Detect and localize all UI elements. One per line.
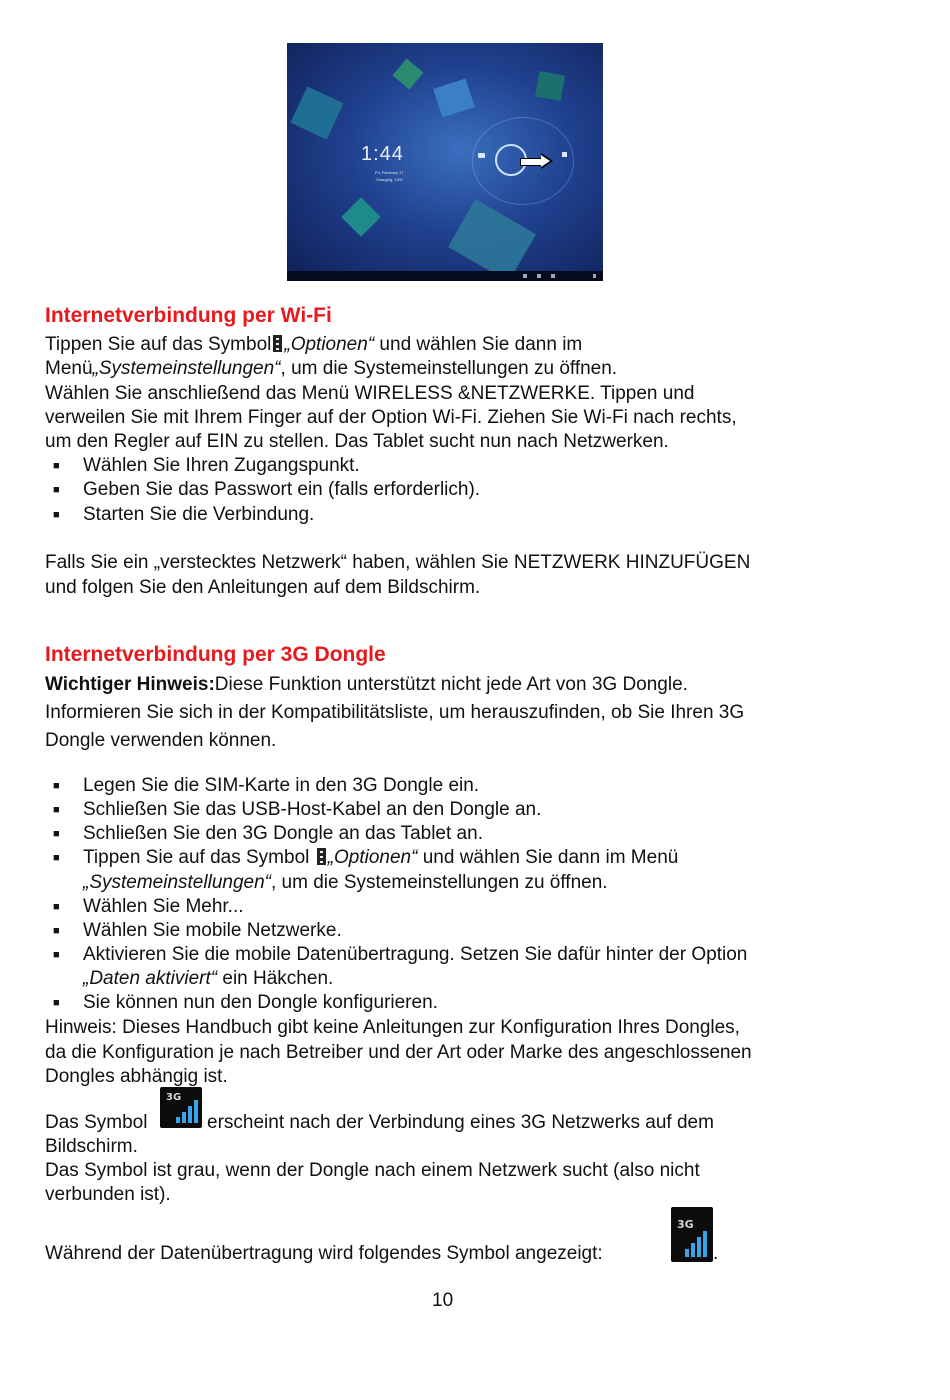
bullet-icon: ■ <box>53 780 60 792</box>
settings-label: „Systemeinstellungen“ <box>83 872 271 893</box>
data-enabled-label: „Daten aktiviert“ <box>83 968 218 989</box>
wifi-line-4: verweilen Sie mit Ihrem Finger auf der Option Wi-Fi. Ziehen Sie Wi-Fi nach rechts, <box>45 407 737 428</box>
camera-icon <box>478 153 485 158</box>
text-span: Menü <box>45 358 93 379</box>
wifi-line-2 <box>45 357 617 381</box>
battery-icon <box>593 274 596 278</box>
decor-shape <box>341 197 381 237</box>
lockscreen-screenshot <box>287 43 603 281</box>
dongle-note-3: Dongle verwenden können. <box>45 730 277 751</box>
text-span: und wählen Sie dann im <box>374 334 583 355</box>
bullet-icon: ■ <box>53 804 60 816</box>
icon-label: 3G <box>166 1092 182 1103</box>
text-span: Tippen Sie auf das Symbol <box>45 334 272 355</box>
decor-shape <box>448 199 536 281</box>
symbol-line-3: Das Symbol ist grau, wenn der Dongle nach einem Netzwerk sucht (also nicht <box>45 1160 700 1181</box>
text-span: und wählen Sie dann im Menü <box>417 847 679 868</box>
page-number: 10 <box>432 1290 454 1311</box>
wifi-hidden-2: und folgen Sie den Anleitungen auf dem Bildschirm. <box>45 577 481 598</box>
text-span: Tippen Sie auf das Symbol <box>83 847 315 868</box>
bullet-icon: ■ <box>53 852 60 864</box>
symbol-line-1b: erscheint nach der Verbindung eines 3G Netzwerks auf dem <box>207 1112 714 1133</box>
dongle-note-2: Informieren Sie sich in der Kompatibilitätsliste, um herauszufinden, ob Sie Ihren 3G <box>45 702 745 723</box>
decor-shape <box>433 78 475 117</box>
lockscreen-clock: 1:44 <box>361 143 404 165</box>
bullet-icon: ■ <box>53 509 60 521</box>
3g-transfer-icon <box>671 1207 713 1262</box>
wifi-heading: Internetverbindung per Wi-Fi <box>45 304 332 327</box>
3g-signal-icon <box>160 1087 202 1128</box>
bullet-icon: ■ <box>53 828 60 840</box>
bullet-icon: ■ <box>53 484 60 496</box>
icon-label: 3G <box>677 1218 694 1231</box>
text-span: , um die Systemeinstellungen zu öffnen. <box>270 872 608 893</box>
dongle-bullet-7-cont <box>83 967 333 991</box>
symbol-line-1a: Das Symbol <box>45 1112 148 1133</box>
bullet-icon: ■ <box>53 997 60 1009</box>
symbol-line-4: verbunden ist). <box>45 1184 171 1205</box>
text-span: , um die Systemeinstellungen zu öffnen. <box>280 358 618 379</box>
wifi-hidden-1: Falls Sie ein „verstecktes Netzwerk“ haben, wählen Sie NETZWERK HINZUFÜGEN <box>45 552 751 573</box>
dongle-bullet-3: Schließen Sie den 3G Dongle an das Tablet an. <box>83 823 483 844</box>
menu-icon <box>317 848 326 865</box>
dongle-bullet-2: Schließen Sie das USB-Host-Kabel an den Dongle an. <box>83 799 542 820</box>
settings-label: „Systemeinstellungen“ <box>92 358 281 379</box>
bullet-icon: ■ <box>53 949 60 961</box>
dongle-bullet-1: Legen Sie die SIM-Karte in den 3G Dongle ein. <box>83 775 480 796</box>
decor-shape <box>290 86 343 139</box>
status-icon <box>551 274 555 278</box>
dongle-bullet-5: Wählen Sie Mehr... <box>83 896 244 917</box>
menu-icon <box>273 335 282 352</box>
wifi-bullet-3: Starten Sie die Verbindung. <box>83 504 315 525</box>
bullet-icon: ■ <box>53 460 60 472</box>
lockscreen-charging: Charging, 14% <box>376 177 403 182</box>
decor-shape <box>535 71 565 101</box>
decor-shape <box>393 59 424 90</box>
status-bar <box>287 271 603 281</box>
dongle-bullet-8: Sie können nun den Dongle konfigurieren. <box>83 992 438 1013</box>
transfer-line-end: . <box>713 1243 719 1264</box>
status-icon <box>523 274 527 278</box>
dongle-hint-3: Dongles abhängig ist. <box>45 1066 228 1087</box>
dongle-bullet-4 <box>83 846 678 870</box>
wifi-line-3: Wählen Sie anschließend das Menü WIRELESS &NETZWERKE. Tippen und <box>45 383 695 404</box>
text-span: ein Häkchen. <box>217 968 334 989</box>
dongle-note-1 <box>45 673 688 697</box>
wifi-line-5: um den Regler auf EIN zu stellen. Das Tablet sucht nun nach Netzwerken. <box>45 431 669 452</box>
dongle-hint-2: da die Konfiguration je nach Betreiber und der Art oder Marke des angeschlossenen <box>45 1042 752 1063</box>
options-label: „Optionen“ <box>327 847 418 868</box>
wifi-bullet-2: Geben Sie das Passwort ein (falls erforderlich). <box>83 479 481 500</box>
wifi-bullet-1: Wählen Sie Ihren Zugangspunkt. <box>83 455 360 476</box>
text-span: Diese Funktion unterstützt nicht jede Art von 3G Dongle. <box>214 674 688 695</box>
lockscreen-date: Fri, February 17 <box>375 170 404 175</box>
dongle-heading: Internetverbindung per 3G Dongle <box>45 643 386 666</box>
bullet-icon: ■ <box>53 901 60 913</box>
dongle-bullet-6: Wählen Sie mobile Netzwerke. <box>83 920 342 941</box>
dongle-bullet-4-cont <box>83 871 608 895</box>
bullet-icon: ■ <box>53 925 60 937</box>
lock-icon <box>562 152 567 157</box>
options-label: „Optionen“ <box>284 334 375 355</box>
symbol-line-2: Bildschirm. <box>45 1136 138 1157</box>
wifi-line-1 <box>45 333 582 357</box>
note-label: Wichtiger Hinweis: <box>45 674 215 695</box>
dongle-hint-1: Hinweis: Dieses Handbuch gibt keine Anleitungen zur Konfiguration Ihres Dongles, <box>45 1017 740 1038</box>
status-icon <box>537 274 541 278</box>
transfer-line: Während der Datenübertragung wird folgendes Symbol angezeigt: <box>45 1243 603 1264</box>
dongle-bullet-7: Aktivieren Sie die mobile Datenübertragung. Setzen Sie dafür hinter der Option <box>83 944 748 965</box>
